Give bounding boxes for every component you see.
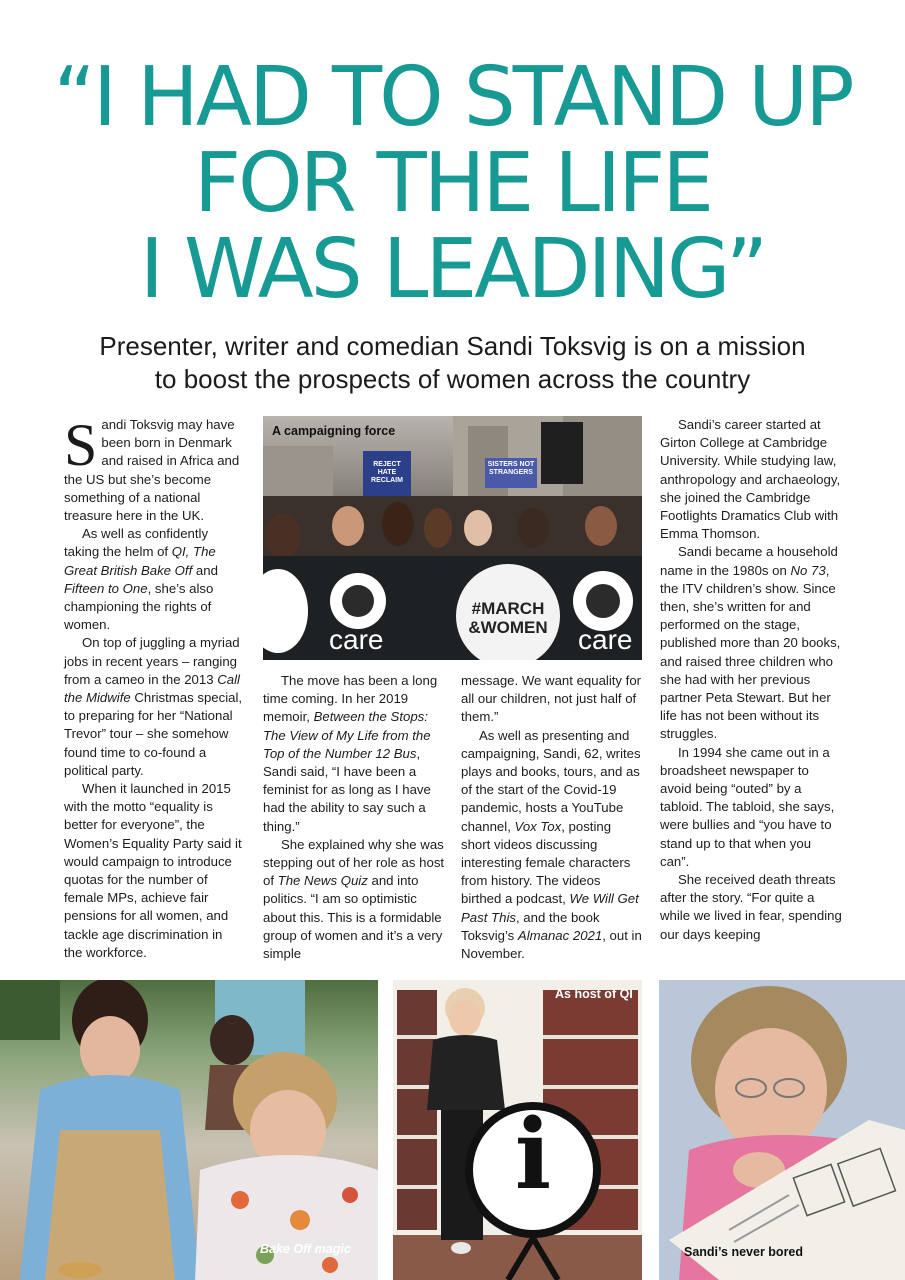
banner-march-women: #MARCH &WOMEN [468, 599, 548, 637]
article-column-3 [461, 672, 643, 963]
col3-p2-text-a: As well as presenting and campaigning, Sandi, 62, writes plays and books, tours, and as of the start of the Covid-19 pandemic, hosts a YouTube channel, [461, 727, 641, 834]
headline-line-2: FOR THE LIFE [193, 136, 712, 231]
qi-photo [393, 980, 642, 1280]
col1-p3-italic-midwife: Call the Midwife [64, 671, 240, 706]
headline [0, 50, 905, 317]
col4-paragraph-4: She received death threats after the story. “For quite a while we lived in fear, spending our days keeping [660, 872, 842, 942]
caption-bake-off: Bake Off magic [260, 1242, 351, 1256]
col4-paragraph-2 [660, 543, 842, 743]
col2-p2-text-a: She explained why she was stepping out of her role as host of [263, 836, 445, 889]
placard-reject-hate: REJECT HATE RECLAIM [371, 461, 403, 484]
col3-paragraph-2 [461, 727, 643, 964]
col2-p1-text-a: The move has been a long time coming. In her 2019 memoir, [263, 673, 438, 725]
col1-p2-italic-fifteen: Fifteen to One [64, 580, 148, 596]
col1-p3-text-c: Christmas special, to preparing for her “National Trevor” tour – she somehow found time to co-found a political party. [64, 690, 243, 778]
col4-paragraph-3: In 1994 she came out in a broadsheet newspaper to avoid being “outed” by a tabloid. The tabloid, she says, were bullies and “you have to stand up to that when you can”. [660, 744, 835, 869]
col3-paragraph-1: message. We want equality for all our children, not just half of them.” [461, 673, 642, 725]
newspaper-photo [659, 980, 905, 1280]
col4-p2-text-c: , the ITV children’s show. Since then, she’s written for and performed on the stage, published more than 20 books, and raised three children who she had with her previous partner Peta Stewart. But her life has not been without its struggles. [660, 562, 841, 742]
col1-paragraph-2 [64, 525, 244, 634]
col3-p2-text-g: , out in November. [461, 927, 642, 962]
placard-march-women-top [541, 422, 583, 484]
col1-p2-text-c: and [192, 562, 218, 578]
standfirst-line-1: Presenter, writer and comedian Sandi Toksvig is on a mission [99, 331, 806, 361]
col3-p2-italic-voxtox: Vox Tox [514, 818, 562, 834]
qi-logo-letter: i [514, 1098, 552, 1211]
col3-p2-text-e: , and the book Toksvig’s [461, 909, 600, 943]
col3-p2-italic-podcast: We Will Get Past This [461, 891, 639, 925]
col1-paragraph-4: When it launched in 2015 with the motto “equality is better for everyone”, the Women’s Equality Party said it would campaign to introduce quotas for the number of female MPs, achieve fair pensions for all women, and tackle age discrimination in the workforce. [64, 781, 242, 960]
article-column-1 [64, 412, 244, 962]
headline-line-3: I WAS LEADING” [139, 222, 766, 317]
col2-p2-text-c: and into politics. “I am so optimistic about this. This is a formidable group of women and it’s a very simple [263, 873, 443, 962]
col4-paragraph-1: Sandi’s career started at Girton College at Cambridge University. While studying law, anthropology and archaeology, she joined the Cambridge Footlights Dramatics Club with Emma Thomson. [660, 417, 841, 542]
bake-off-scene [0, 980, 378, 1280]
col1-p3-text-a: On top of juggling a myriad jobs in recent years – ranging from a cameo in the 2013 [64, 635, 240, 687]
col3-p2-text-c: , posting short videos discussing interesting female characters from history. The videos birthed a podcast, [461, 818, 631, 907]
col1-p1-text: andi Toksvig may have been born in Denmark and raised in Africa and the US but she’s become something of a national treasure here in the UK. [64, 417, 240, 524]
col1-p2-italic-shows: QI, The Great British Bake Off [64, 544, 216, 578]
col1-paragraph-3 [64, 634, 244, 780]
banner-care-left: care [329, 624, 384, 655]
placard-sisters: SISTERS NOT STRANGERS [487, 461, 535, 476]
col2-paragraph-1 [263, 672, 449, 836]
headline-line-1: “I HAD TO STAND UP [53, 50, 852, 145]
banner-care-right: care [578, 624, 633, 655]
article-column-4 [660, 416, 842, 944]
col3-p2-italic-almanac: Almanac 2021 [517, 927, 603, 943]
col2-p1-text-c: , Sandi said, “I have been a feminist for as long as I have had the ability to say such a thing.” [263, 745, 431, 834]
col1-p2-text-e: , she’s also championing the rights of women. [64, 580, 214, 633]
caption-never-bored: Sandi’s never bored [684, 1245, 804, 1259]
caption-qi: As host of QI [555, 987, 633, 1001]
col2-p1-italic-book: Between the Stops: The View of My Life from the Top of the Number 12 Bus [263, 709, 431, 761]
standfirst-line-2: to boost the prospects of women across the country [154, 364, 751, 394]
drop-cap: S [64, 412, 98, 478]
caption-campaigning-force: A campaigning force [272, 424, 396, 438]
bake-off-photo [0, 980, 378, 1280]
article-column-2 [263, 672, 449, 963]
campaign-photo [263, 416, 642, 660]
col4-p2-italic-no73: No 73 [790, 562, 826, 578]
col2-p2-italic-newsquiz: The News Quiz [277, 873, 368, 889]
newspaper-scene [659, 980, 905, 1280]
col1-p2-text-a: As well as confidently taking the helm of [64, 526, 209, 560]
col2-paragraph-2 [263, 836, 449, 963]
standfirst [40, 330, 865, 396]
col1-paragraph-1 [64, 412, 244, 525]
col4-p2-text-a: Sandi became a household name in the 1980s on [660, 544, 838, 578]
